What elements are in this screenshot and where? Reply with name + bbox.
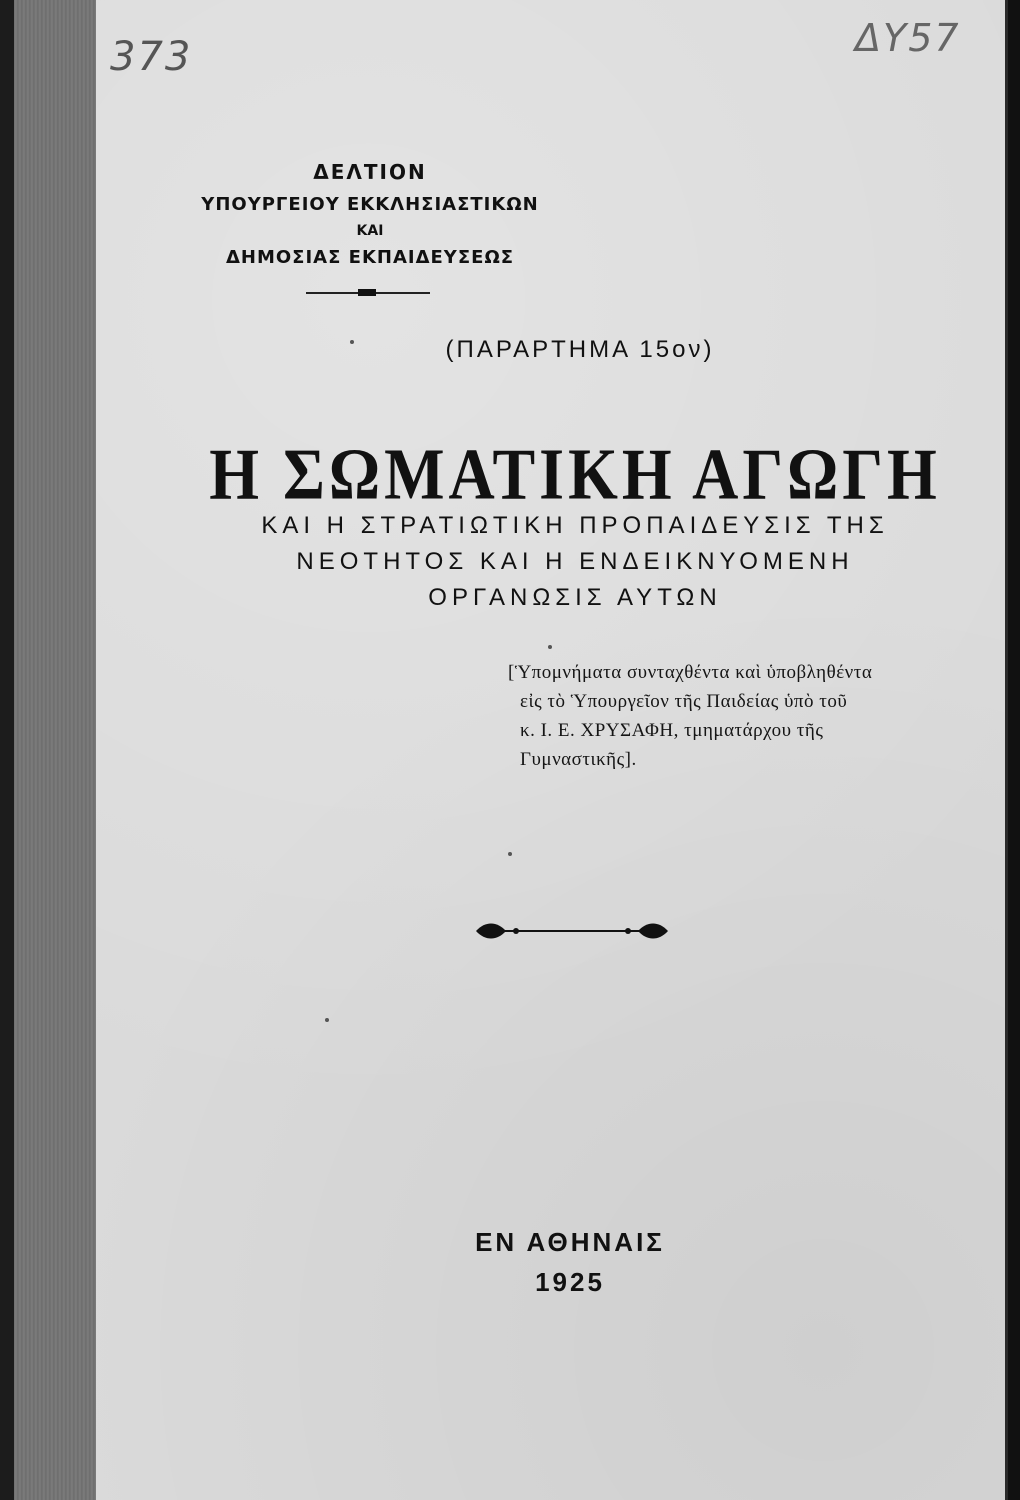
appendix-label: (ΠΑΡΑΡΤΗΜΑ 15ον) (445, 336, 715, 363)
imprint-block (420, 1222, 720, 1302)
note-line-3: κ. Ι. Ε. ΧΡΥΣΑΦΗ, τμηματάρχου τῆς (520, 720, 824, 741)
subtitle-line-3: ΟΡΓΑΝΩΣΙΣ ΑΥΤΩΝ (428, 584, 722, 611)
scan-edge (1008, 0, 1020, 1500)
book-spine (14, 0, 98, 1500)
handwritten-shelf-number: 373 (110, 34, 193, 80)
publisher-block (150, 160, 590, 268)
publisher-line-1: ΔΕΛΤΙΟΝ (313, 160, 427, 184)
subtitle-line-2: ΝΕΟΤΗΤΟΣ ΚΑΙ Η ΕΝΔΕΙΚΝΥΟΜΕΝΗ (296, 548, 854, 575)
note-line-1: [Ὑπομνήματα συνταχθέντα καὶ ὑποβληθέντα (508, 662, 873, 683)
author-note (508, 658, 968, 774)
publisher-line-3: ΚΑΙ (356, 223, 384, 239)
note-line-2: εἰς τὸ Ὑπουργεῖον τῆς Παιδείας ὑπὸ τοῦ (520, 691, 848, 712)
paper-speck (548, 645, 552, 649)
imprint-place: ΕΝ ΑΘΗΝΑΙΣ (475, 1227, 665, 1257)
note-line-4: Γυμναστικῆς]. (520, 749, 637, 770)
paper-speck (325, 1018, 329, 1022)
book-title: Η ΣΩΜΑΤΙΚΗ ΑΓΩΓΗ (209, 433, 941, 515)
paper-speck (350, 340, 354, 344)
subtitle-line-1: ΚΑΙ Η ΣΤΡΑΤΙΩΤΙΚΗ ΠΡΟΠΑΙΔΕΥΣΙΣ ΤΗΣ (261, 512, 889, 539)
decorative-flourish-icon (472, 916, 672, 946)
publisher-line-2: ΥΠΟΥΡΓΕΙΟΥ ΕΚΚΛΗΣΙΑΣΤΙΚΩΝ (201, 194, 539, 215)
publisher-line-4: ΔΗΜΟΣΙΑΣ ΕΚΠΑΙΔΕΥΣΕΩΣ (225, 247, 515, 268)
imprint-year: 1925 (535, 1267, 605, 1297)
handwritten-corner-note: ΔΥ57 (855, 16, 961, 60)
paper-speck (508, 852, 512, 856)
book-subtitle (200, 508, 950, 616)
separator-ornament (358, 289, 376, 296)
